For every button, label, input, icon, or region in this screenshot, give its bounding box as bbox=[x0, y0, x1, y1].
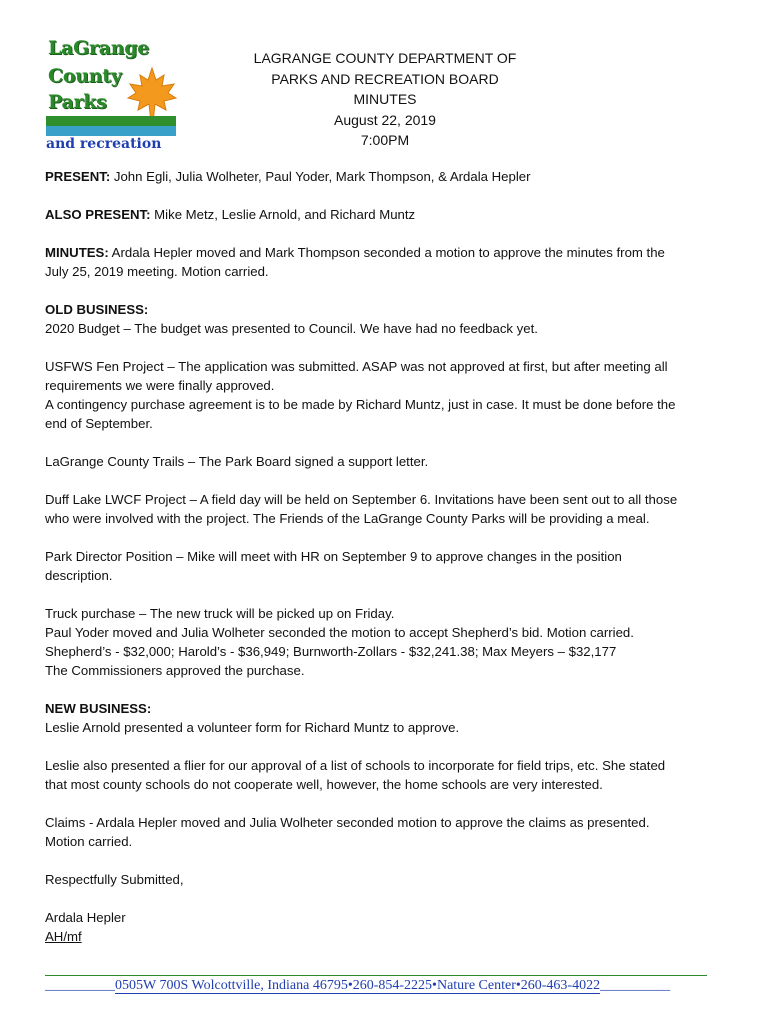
fen-line: USFWS Fen Project – The application was submitted. ASAP was not approved at first, but after meeting all bbox=[45, 359, 668, 374]
header-board: PARKS AND RECREATION BOARD bbox=[271, 70, 499, 87]
also-present-text: Mike Metz, Leslie Arnold, and Richard Muntz bbox=[150, 207, 416, 222]
old-business-paragraph bbox=[45, 300, 735, 338]
director-paragraph bbox=[45, 547, 735, 585]
header-time: 7:00PM bbox=[360, 132, 410, 148]
director-line: description. bbox=[45, 568, 113, 583]
footer-contact-text: 0505W 700S Wolcottville, Indiana 46795•260-854-2225•Nature Center•260-463-4022 bbox=[115, 978, 601, 993]
minutes-paragraph bbox=[45, 243, 735, 281]
signer-initials: AH/mf bbox=[45, 929, 82, 944]
minutes-body bbox=[45, 167, 735, 965]
fen-line: A contingency purchase agreement is to be made by Richard Muntz, just in case. It must be done before the bbox=[45, 397, 676, 412]
new-business-paragraph bbox=[45, 699, 735, 737]
present-label: PRESENT: bbox=[45, 169, 111, 184]
duff-line: Duff Lake LWCF Project – A field day will be held on September 6. Invitations have been sent out to all those bbox=[45, 492, 678, 507]
respectfully-submitted: Respectfully Submitted, bbox=[45, 872, 184, 887]
footer-address bbox=[45, 978, 725, 994]
also-present-paragraph bbox=[45, 205, 735, 224]
director-line: Park Director Position – Mike will meet with HR on September 9 to approve changes in the position bbox=[45, 549, 622, 564]
logo-text-county: County bbox=[48, 65, 122, 87]
truck-line: Truck purchase – The new truck will be picked up on Friday. bbox=[45, 606, 395, 621]
closing-paragraph bbox=[45, 870, 735, 889]
document-header bbox=[215, 48, 555, 151]
truck-line: Paul Yoder moved and Julia Wolheter seconded the motion to accept Shepherd’s bid. Motion carried. bbox=[45, 625, 634, 640]
present-text: John Egli, Julia Wolheter, Paul Yoder, Mark Thompson, & Ardala Hepler bbox=[110, 169, 531, 184]
duff-line: who were involved with the project. The Friends of the LaGrange County Parks will be providing a meal. bbox=[45, 511, 650, 526]
footer-trail-rule: __________ bbox=[600, 978, 671, 993]
footer-divider bbox=[45, 975, 707, 976]
truck-line: Shepherd’s - $32,000; Harold’s - $36,949; Burnworth-Zollars - $32,241.38; Max Meyers – $32,177 bbox=[45, 644, 617, 659]
old-business-heading: OLD BUSINESS: bbox=[45, 302, 149, 317]
logo-stripe bbox=[46, 116, 176, 136]
header-minutes: MINUTES bbox=[353, 91, 417, 107]
lagrange-parks-logo bbox=[44, 36, 178, 156]
present-paragraph bbox=[45, 167, 735, 186]
fen-project-paragraph bbox=[45, 357, 735, 433]
flier-line: that most county schools do not cooperate well, however, the home schools are very interested. bbox=[45, 777, 603, 792]
trails-item: LaGrange County Trails – The Park Board signed a support letter. bbox=[45, 454, 429, 469]
header-department: LAGRANGE COUNTY DEPARTMENT OF bbox=[253, 50, 517, 66]
duff-lake-paragraph bbox=[45, 490, 735, 528]
signature-block bbox=[45, 908, 735, 946]
truck-paragraph bbox=[45, 604, 735, 680]
footer-lead-rule: __________ bbox=[45, 978, 115, 993]
truck-line: The Commissioners approved the purchase. bbox=[45, 663, 305, 678]
header-date: August 22, 2019 bbox=[334, 111, 436, 128]
claims-line: Motion carried. bbox=[45, 834, 133, 849]
minutes-label: MINUTES: bbox=[45, 245, 109, 260]
minutes-text-1: Ardala Hepler moved and Mark Thompson seconded a motion to approve the minutes from the bbox=[108, 245, 665, 260]
logo-text-lagrange: LaGrange bbox=[48, 37, 150, 59]
minutes-text-2: July 25, 2019 meeting. Motion carried. bbox=[45, 264, 269, 279]
flier-line: Leslie also presented a flier for our approval of a list of schools to incorporate for field trips, etc. She stated bbox=[45, 758, 666, 773]
signer-name: Ardala Hepler bbox=[45, 910, 126, 925]
fen-line: requirements we were finally approved. bbox=[45, 378, 275, 393]
fen-line: end of September. bbox=[45, 416, 153, 431]
logo-text-parks: Parks bbox=[48, 91, 107, 113]
trails-paragraph bbox=[45, 452, 735, 471]
budget-item: 2020 Budget – The budget was presented to Council. We have had no feedback yet. bbox=[45, 321, 538, 336]
new-business-heading: NEW BUSINESS: bbox=[45, 701, 152, 716]
claims-line: Claims - Ardala Hepler moved and Julia Wolheter seconded motion to approve the claims as presented. bbox=[45, 815, 650, 830]
logo-text-and-recreation: and recreation bbox=[46, 136, 162, 152]
flier-paragraph bbox=[45, 756, 735, 794]
also-present-label: ALSO PRESENT: bbox=[45, 207, 151, 222]
claims-paragraph bbox=[45, 813, 735, 851]
volunteer-item: Leslie Arnold presented a volunteer form for Richard Muntz to approve. bbox=[45, 720, 460, 735]
